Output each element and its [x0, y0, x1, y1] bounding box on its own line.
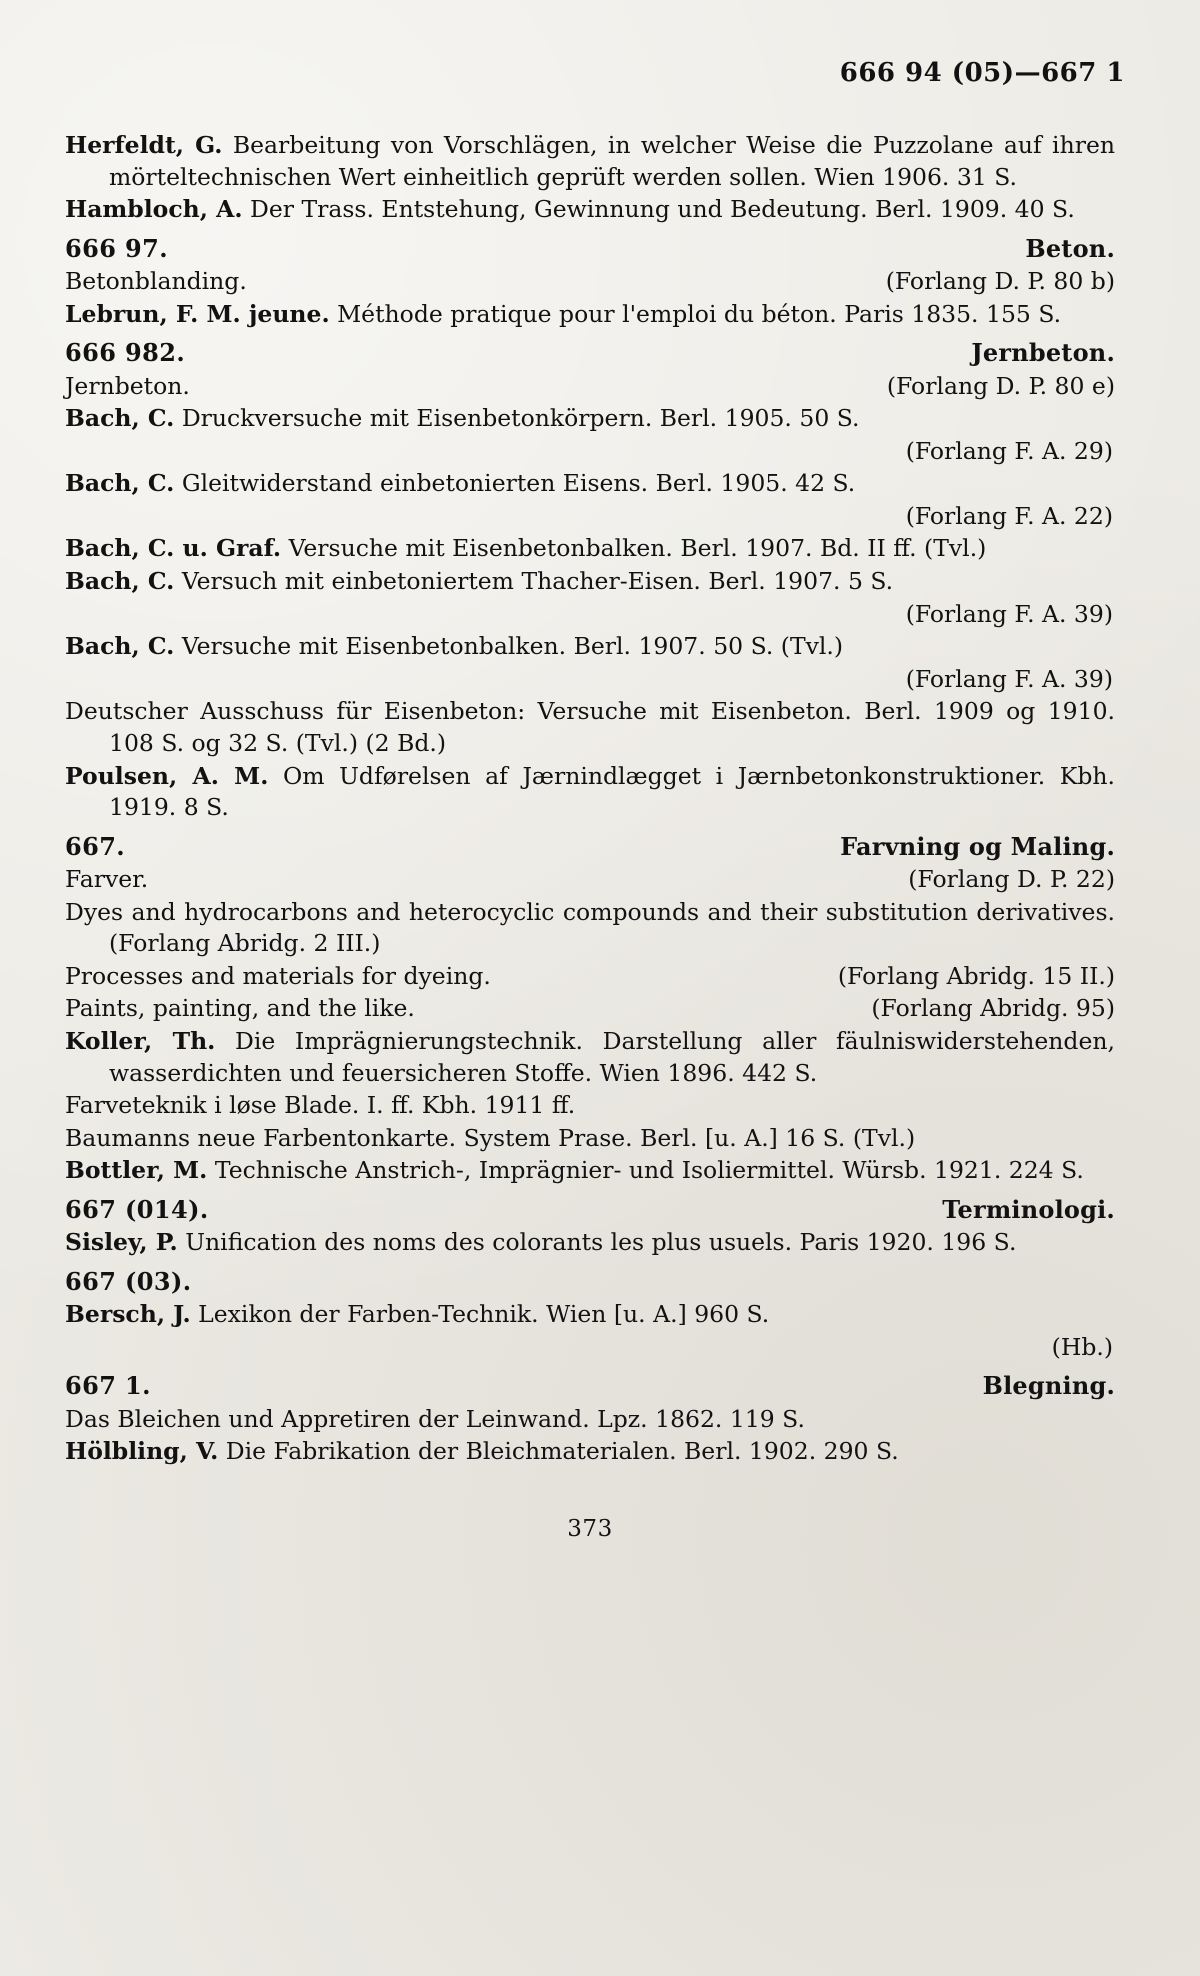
page-number: 373 [567, 1515, 613, 1542]
catalog-row [65, 266, 1115, 298]
entry-author: Hambloch, A. [65, 195, 243, 224]
entry-source: (Forlang Abridg. 15 II.) [837, 961, 1115, 990]
bibliography-entry [65, 696, 1115, 759]
entry-author: Koller, Th. [65, 1027, 216, 1056]
class-title: Jernbeton. [971, 338, 1115, 368]
entry-text: Baumanns neue Farbentonkarte. System Prase. Berl. [u. A.] 16 S. (Tvl.) [65, 1123, 916, 1152]
entry-text: Deutscher Ausschuss für Eisenbeton: Versuche mit Eisenbeton. Berl. 1909 og 1910. 108 S. og 32 S. (Tvl.) (2 Bd.) [65, 697, 1115, 758]
bibliography-entry [65, 1404, 1115, 1436]
entry-author: Bach, C. [65, 632, 175, 661]
bibliography-entry [65, 566, 1115, 598]
entry-text: Das Bleichen und Appretiren der Leinwand. Lpz. 1862. 119 S. [65, 1404, 805, 1433]
class-heading [65, 233, 1115, 265]
bibliography-entry [65, 1227, 1115, 1259]
entry-author: Bottler, M. [65, 1156, 208, 1185]
entry-source: (Forlang F. A. 39) [905, 599, 1113, 628]
entry-text: Unification des noms des colorants les plus usuels. Paris 1920. 196 S. [185, 1228, 1017, 1257]
entry-author: Poulsen, A. M. [65, 761, 269, 790]
entry-author: Bach, C. [65, 567, 175, 596]
entry-text: Bearbeitung von Vorschlägen, in welcher Weise die Puzzolane auf ihren mörteltechnischen Wert einheitlich geprüft werden sollen. Wien 1906. 31 S. [109, 131, 1115, 191]
entry-text: Dyes and hydrocarbons and heterocyclic compounds and their substitution derivatives. [65, 897, 1115, 926]
entry-source: (Hb.) [1051, 1332, 1113, 1361]
class-number: 667 (014). [65, 1195, 209, 1225]
bibliography-entry [65, 533, 1115, 565]
bibliography-entry [65, 468, 1115, 500]
class-number: 666 97. [65, 233, 169, 263]
entry-text: Gleitwiderstand einbetonierten Eisens. Berl. 1905. 42 S. [181, 469, 856, 498]
running-head: 666 94 (05)—667 1 [839, 58, 1125, 88]
entry-text: Druckversuche mit Eisenbetonkörpern. Berl. 1905. 50 S. [181, 404, 860, 433]
bibliography-entry [65, 961, 1115, 993]
entry-text: Méthode pratique pour l'emploi du béton. Paris 1835. 155 S. [337, 299, 1062, 328]
entry-text: Processes and materials for dyeing. [65, 961, 491, 990]
class-number: 667. [65, 831, 126, 861]
entry-author: Bersch, J. [65, 1300, 191, 1329]
bibliography-entry [65, 993, 1115, 1025]
class-title: Farvning og Maling. [840, 831, 1115, 861]
bibliography-entry [65, 1123, 1115, 1155]
class-number: 667 1. [65, 1371, 151, 1401]
bibliography-entry [65, 897, 1115, 960]
bibliography-entry [65, 1436, 1115, 1468]
bibliography-entry [65, 1155, 1115, 1187]
bibliography-entry [65, 403, 1115, 435]
entry-author: Sisley, P. [65, 1228, 178, 1257]
catalog-row-label: Farver. [65, 865, 149, 894]
bibliography-entry [65, 1090, 1115, 1122]
bibliography-entry [65, 1299, 1115, 1331]
entry-text: Farveteknik i løse Blade. I. ff. Kbh. 1911 ff. [65, 1091, 576, 1120]
catalog-row-source: (Forlang D. P. 22) [908, 865, 1115, 894]
bibliography-entry [65, 299, 1115, 331]
entry-text: Der Trass. Entstehung, Gewinnung und Bedeutung. Berl. 1909. 40 S. [250, 195, 1075, 224]
bibliography-entry [65, 130, 1115, 193]
entry-author: Lebrun, F. M. jeune. [65, 299, 330, 328]
entry-author: Bach, C. [65, 404, 175, 433]
entry-author: Hölbling, V. [65, 1437, 219, 1466]
page-sheet [40, 30, 1160, 1950]
entry-source: (Forlang Abridg. 2 III.) [109, 929, 381, 958]
bibliography-entry [65, 631, 1115, 663]
catalog-row [65, 864, 1115, 896]
entry-text: Versuche mit Eisenbetonbalken. Berl. 1907. 50 S. (Tvl.) [181, 632, 844, 661]
entry-text: Die Imprägnierungstechnik. Darstellung aller fäulniswiderstehenden, wasserdichten und feuersicheren Stoffe. Wien 1896. 442 S. [109, 1027, 1115, 1087]
class-number: 667 (03). [65, 1266, 192, 1296]
entry-text: Technische Anstrich-, Imprägnier- und Isoliermittel. Würsb. 1921. 224 S. [214, 1156, 1084, 1185]
catalog-row-source: (Forlang D. P. 80 e) [886, 371, 1115, 400]
class-heading [65, 1370, 1115, 1402]
class-heading [65, 1194, 1115, 1226]
entry-text: Om Udførelsen af Jærnindlægget i Jærnbetonkonstruktioner. Kbh. 1919. 8 S. [109, 761, 1115, 822]
catalog-row-label: Betonblanding. [65, 267, 247, 296]
class-heading [65, 1266, 1115, 1298]
catalog-row-source: (Forlang D. P. 80 b) [885, 267, 1115, 296]
entry-text: Versuch mit einbetoniertem Thacher-Eisen. Berl. 1907. 5 S. [181, 567, 894, 596]
class-number: 666 982. [65, 338, 186, 368]
entry-author: Herfeldt, G. [65, 131, 223, 159]
entry-author: Bach, C. u. Graf. [65, 534, 282, 563]
bibliography-entry [65, 761, 1115, 824]
entry-text: Paints, painting, and the like. [65, 994, 415, 1023]
bibliography-entry [65, 1026, 1115, 1089]
catalog-row-label: Jernbeton. [65, 371, 190, 400]
entry-source: (Forlang F. A. 39) [905, 664, 1113, 693]
entry-text: Die Fabrikation der Bleichmaterialen. Berl. 1902. 290 S. [225, 1437, 899, 1466]
entry-author: Bach, C. [65, 469, 175, 498]
entry-text: Lexikon der Farben-Technik. Wien [u. A.] 960 S. [198, 1300, 770, 1329]
class-heading [65, 337, 1115, 369]
catalog-row [65, 371, 1115, 403]
class-heading [65, 831, 1115, 863]
entry-source: (Forlang Abridg. 95) [871, 994, 1115, 1023]
class-title: Terminologi. [942, 1195, 1115, 1225]
entry-source: (Forlang F. A. 22) [905, 501, 1113, 530]
bibliography-entry [65, 194, 1115, 226]
class-title: Blegning. [982, 1371, 1115, 1401]
bibliography-body [65, 130, 1115, 1545]
entry-text: Versuche mit Eisenbetonbalken. Berl. 1907. Bd. II ff. (Tvl.) [288, 534, 987, 563]
class-title: Beton. [1025, 233, 1115, 263]
entry-source: (Forlang F. A. 29) [905, 436, 1113, 465]
